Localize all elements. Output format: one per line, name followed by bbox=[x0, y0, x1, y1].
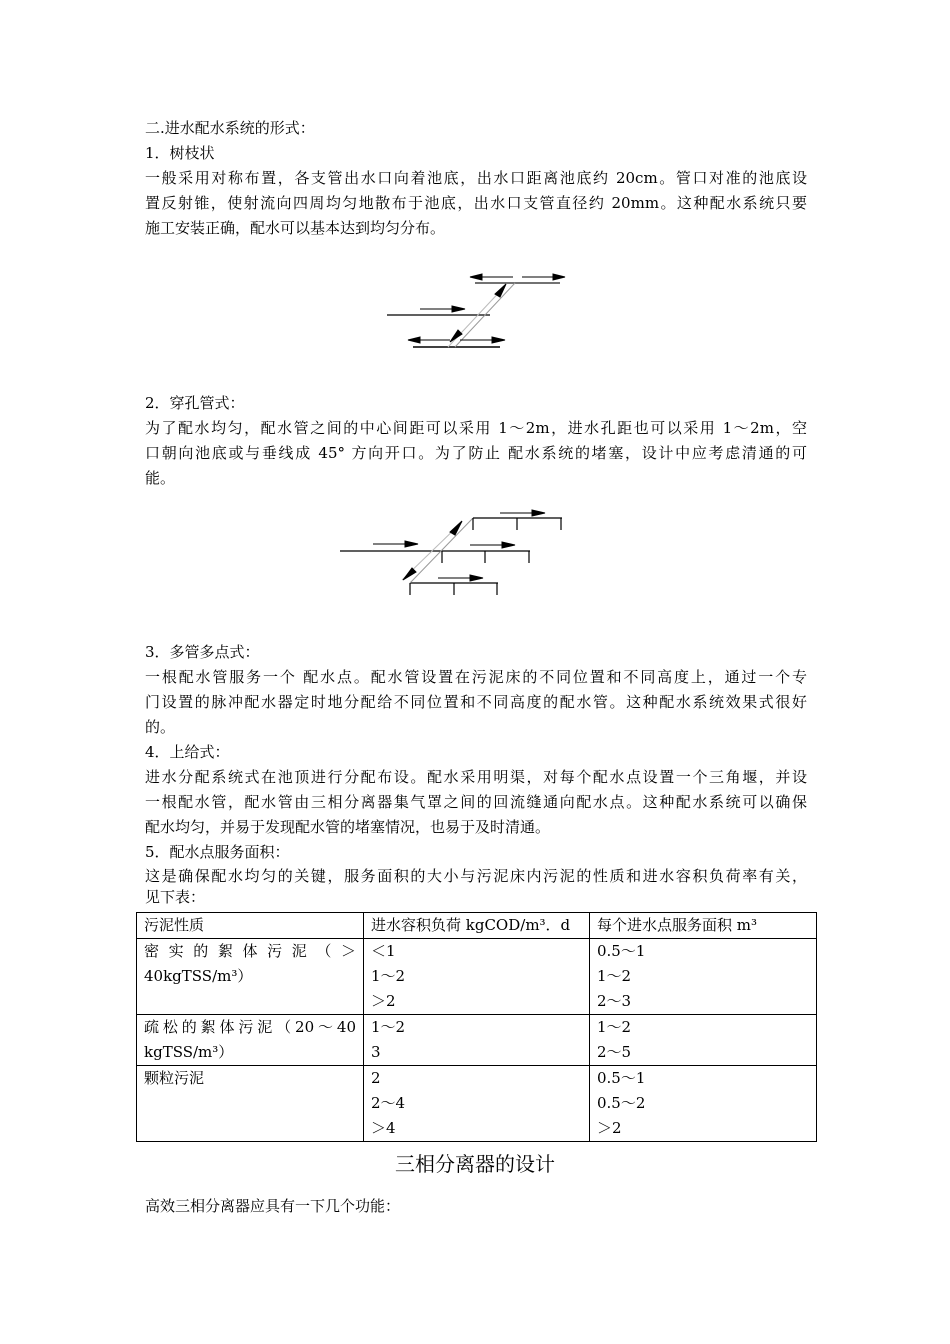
section-title: 二.进水配水系统的形式： bbox=[145, 119, 315, 137]
table-row bbox=[137, 939, 817, 1015]
para-line: 的。 bbox=[145, 718, 176, 736]
para-line: 配水均匀，并易于发现配水管的堵塞情况，也易于及时清通。 bbox=[145, 818, 551, 836]
table-row bbox=[137, 1015, 817, 1066]
para-line: 进水分配系统式在池顶进行分配布设。配水采用明渠，对每个配水点设置一个三角堰，并设 bbox=[145, 768, 807, 786]
perforated-pipe-diagram bbox=[330, 500, 590, 610]
para-line: 一般采用对称布置，各支管出水口向着池底，出水口距离池底约 20cm。管口对准的池底设 bbox=[145, 169, 807, 187]
para-line: 门设置的脉冲配水器定时地分配给不同位置和不同高度的配水管。这种配水系统效果式很好 bbox=[145, 693, 807, 711]
section-5-title: 5．配水点服务面积： bbox=[145, 843, 290, 861]
sludge-type-cell: 颗粒污泥 bbox=[137, 1066, 364, 1142]
load-cell: 1～2 3 bbox=[364, 1015, 590, 1066]
para-line: 一根配水管服务一个 配水点。配水管设置在污泥床的不同位置和不同高度上，通过一个专 bbox=[145, 668, 807, 686]
service-area-table bbox=[136, 912, 817, 1142]
area-cell: 0.5～1 0.5～2 ＞2 bbox=[590, 1066, 817, 1142]
para-line: 见下表： bbox=[145, 888, 206, 906]
header-cell: 进水容积负荷 kgCOD/m³．d bbox=[364, 913, 590, 939]
para-line: 高效三相分离器应具有一下几个功能： bbox=[145, 1197, 401, 1215]
sludge-type-cell: 密 实 的 絮 体 污 泥 （ ＞ 40kgTSS/m³） bbox=[137, 939, 364, 1015]
section-heading: 三相分离器的设计 bbox=[395, 1152, 555, 1176]
sludge-type-cell: 疏松的絮体污泥（20～40 kgTSS/m³） bbox=[137, 1015, 364, 1066]
para-line: 一根配水管，配水管由三相分离器集气罩之间的回流缝通向配水点。这种配水系统可以确保 bbox=[145, 793, 807, 811]
para-line: 施工安装正确，配水可以基本达到均匀分布。 bbox=[145, 219, 446, 237]
table-header-row bbox=[137, 913, 817, 939]
header-cell: 污泥性质 bbox=[137, 913, 364, 939]
table-row bbox=[137, 1066, 817, 1142]
area-cell: 1～2 2～5 bbox=[590, 1015, 817, 1066]
section-1 bbox=[145, 141, 807, 241]
para-line: 这是确保配水均匀的关键，服务面积的大小与污泥床内污泥的性质和进水容积负荷率有关， bbox=[145, 867, 807, 885]
section-3-title: 3．多管多点式： bbox=[145, 643, 260, 661]
section-3 bbox=[145, 640, 807, 910]
para-line: 置反射锥，使射流向四周均匀地散布于池底，出水口支管直径约 20mm。这种配水系统只要 bbox=[145, 194, 807, 212]
section-4-title: 4．上给式： bbox=[145, 743, 230, 761]
tree-distribution-diagram bbox=[330, 260, 590, 360]
section-1-title: 1．树枝状 bbox=[145, 144, 215, 162]
area-cell: 0.5～1 1～2 2～3 bbox=[590, 939, 817, 1015]
para-line: 能。 bbox=[145, 469, 176, 487]
load-cell: ＜1 1～2 ＞2 bbox=[364, 939, 590, 1015]
para-line: 为了配水均匀，配水管之间的中心间距可以采用 1～2m，进水孔距也可以采用 1～2m，空 bbox=[145, 419, 807, 437]
header-cell: 每个进水点服务面积 m³ bbox=[590, 913, 817, 939]
section-2 bbox=[145, 391, 807, 491]
load-cell: 2 2～4 ＞4 bbox=[364, 1066, 590, 1142]
section-2-title: 2．穿孔管式： bbox=[145, 394, 245, 412]
para-line: 口朝向池底或与垂线成 45° 方向开口。为了防止 配水系统的堵塞，设计中应考虑清通的可 bbox=[145, 444, 807, 462]
